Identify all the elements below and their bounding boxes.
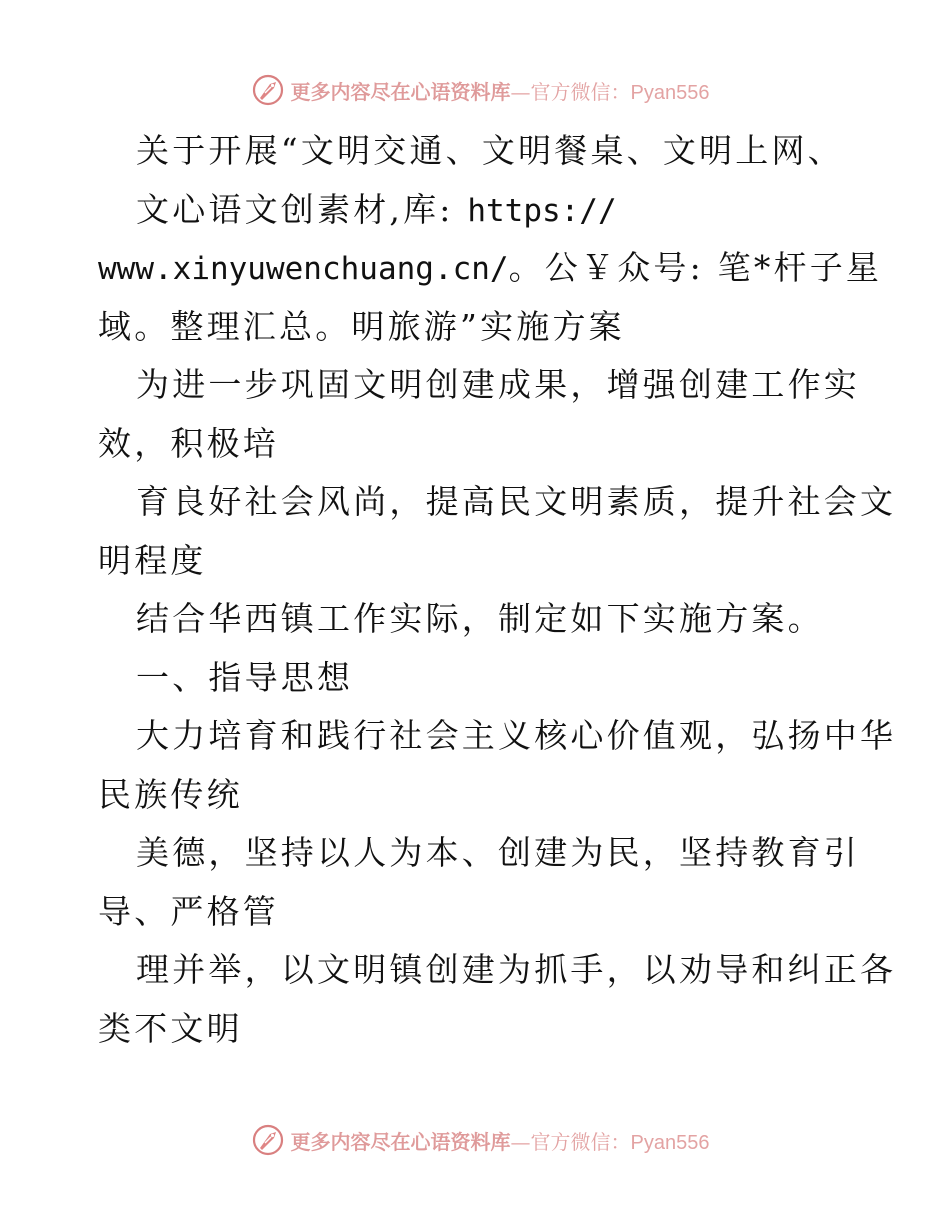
- watermark-wechat-label: 官方微信：: [530, 79, 631, 104]
- latin-run: www.xinyuwenchuang.cn/: [98, 251, 509, 287]
- watermark-text-footer: [291, 1126, 710, 1155]
- document-body: [98, 122, 897, 1058]
- watermark-wechat-id-footer: Pyan556: [630, 1131, 710, 1154]
- document-line: 育良好社会风尚，提高民文明素质，提升社会文: [136, 482, 897, 521]
- watermark-brand-footer: 更多内容尽在心语资料库: [290, 1129, 511, 1154]
- document-line: 导、严格管: [98, 891, 279, 931]
- document-line: 为进一步巩固文明创建成果，增强创建工作实: [136, 365, 860, 404]
- document-line: 域。整理汇总。明旅游”实施方案: [98, 306, 625, 346]
- pen-nib-logo-icon: [251, 73, 285, 107]
- pen-nib-logo-icon: [251, 1123, 285, 1157]
- document-line: 明程度: [98, 540, 207, 580]
- document-line: 一、指导思想: [136, 657, 354, 697]
- watermark-wechat-id: Pyan556: [630, 81, 710, 104]
- document-line: 民族传统: [98, 774, 243, 814]
- document-line: 理并举，以文明镇创建为抓手，以劝导和纠正各: [136, 950, 897, 989]
- watermark-brand: 更多内容尽在心语资料库: [290, 79, 511, 104]
- document-line: 效，积极培: [98, 423, 279, 463]
- watermark-header: [0, 70, 950, 110]
- document-line: 美德，坚持以人为本、创建为民，坚持教育引: [136, 833, 860, 872]
- latin-run: https://: [467, 192, 617, 229]
- document-line: 文心语文创素材,库: https://: [136, 189, 617, 229]
- watermark-text: [291, 76, 710, 105]
- watermark-inner: [251, 73, 710, 107]
- watermark-footer: [0, 1120, 950, 1160]
- watermark-dash-footer: —: [510, 1129, 531, 1154]
- watermark-wechat-label-footer: 官方微信：: [530, 1129, 631, 1154]
- document-line: 结合华西镇工作实际，制定如下实施方案。: [136, 599, 824, 638]
- document-line: 类不文明: [98, 1008, 243, 1048]
- watermark-inner-footer: [251, 1123, 710, 1157]
- document-line: www.xinyuwenchuang.cn/。公￥众号: 笔*杆子星: [98, 248, 883, 287]
- watermark-dash: —: [510, 79, 531, 104]
- document-line: 大力培育和践行社会主义核心价值观，弘扬中华: [136, 716, 897, 755]
- document-line: 关于开展“文明交通、文明餐桌、文明上网、: [136, 131, 844, 170]
